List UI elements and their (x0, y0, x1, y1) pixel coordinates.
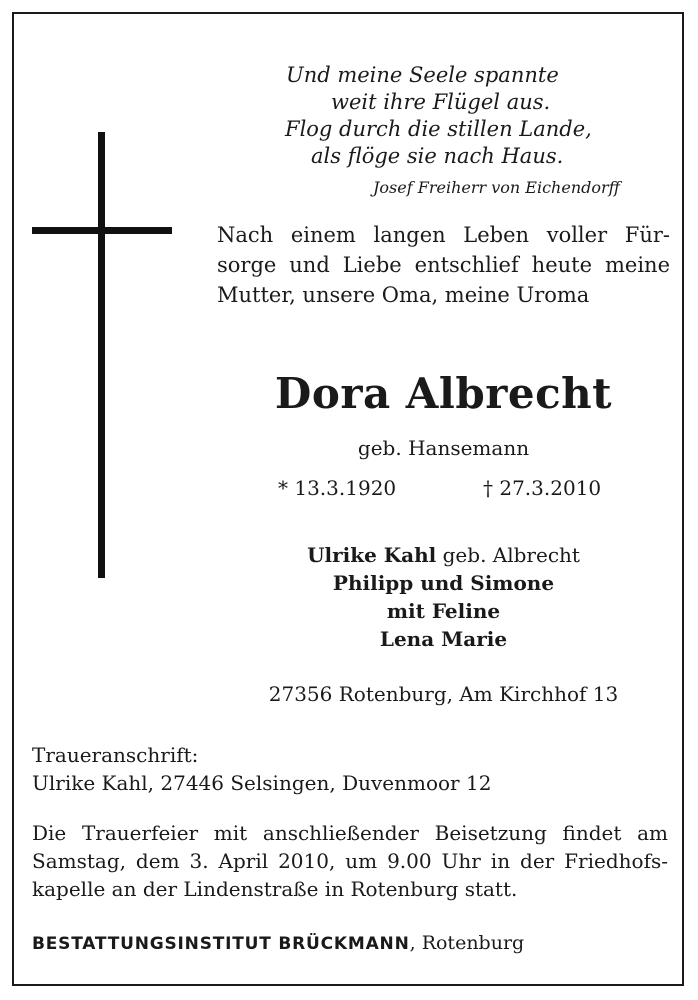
cross-icon (98, 132, 105, 578)
family-member-1 (217, 541, 670, 569)
ceremony-line-1: Die Trauerfeier mit anschließender Beisetzung findet am (32, 821, 668, 845)
family-member-1-maiden: geb. Albrecht (436, 543, 580, 567)
ceremony-line-3: kapelle an der Lindenstraße in Rotenburg statt. (32, 877, 518, 901)
ceremony-line-2: Samstag, dem 3. April 2010, um 9.00 Uhr in der Friedhofs- (32, 849, 668, 873)
deceased-name: Dora Albrecht (274, 369, 613, 418)
funeral-home-name: BESTATTUNGSINSTITUT BRÜCKMANN (32, 934, 410, 954)
intro-line-1: Nach einem langen Leben voller Für- (217, 223, 670, 247)
family-list (217, 541, 670, 653)
intro-line-2: sorge und Liebe entschlief heute meine (217, 253, 670, 277)
family-member-2: Philipp und Simone (332, 571, 555, 595)
intro-line-3: Mutter, unsere Oma, meine Uroma (217, 283, 590, 307)
family-member-4: Lena Marie (379, 627, 508, 651)
family-address: 27356 Rotenburg, Am Kirchhof 13 (268, 682, 619, 706)
family-member-1-name: Ulrike Kahl (307, 543, 437, 567)
maiden-name: geb. Hansemann (357, 436, 530, 460)
poem-line-3: Flog durch die stillen Lande, (285, 117, 592, 141)
funeral-home (32, 932, 524, 954)
funeral-home-city: , Rotenburg (409, 932, 525, 954)
death-date: † 27.3.2010 (483, 476, 602, 500)
poem-author: Josef Freiherr von Eichendorff (373, 178, 620, 197)
family-member-3: mit Feline (386, 599, 501, 623)
mourning-address-value: Ulrike Kahl, 27446 Selsingen, Duvenmoor 12 (32, 771, 492, 795)
poem-line-2: weit ihre Flügel aus. (331, 90, 551, 114)
mourning-address-label: Traueranschrift: (32, 743, 199, 767)
poem-line-1: Und meine Seele spannte (286, 63, 559, 87)
obituary-notice (12, 12, 684, 986)
poem-line-4: als flöge sie nach Haus. (311, 144, 564, 168)
ceremony-info (32, 819, 668, 903)
intro-text (217, 220, 670, 310)
mourning-address (32, 741, 668, 797)
birth-date: * 13.3.1920 (278, 476, 397, 500)
cross-bar (32, 227, 172, 234)
